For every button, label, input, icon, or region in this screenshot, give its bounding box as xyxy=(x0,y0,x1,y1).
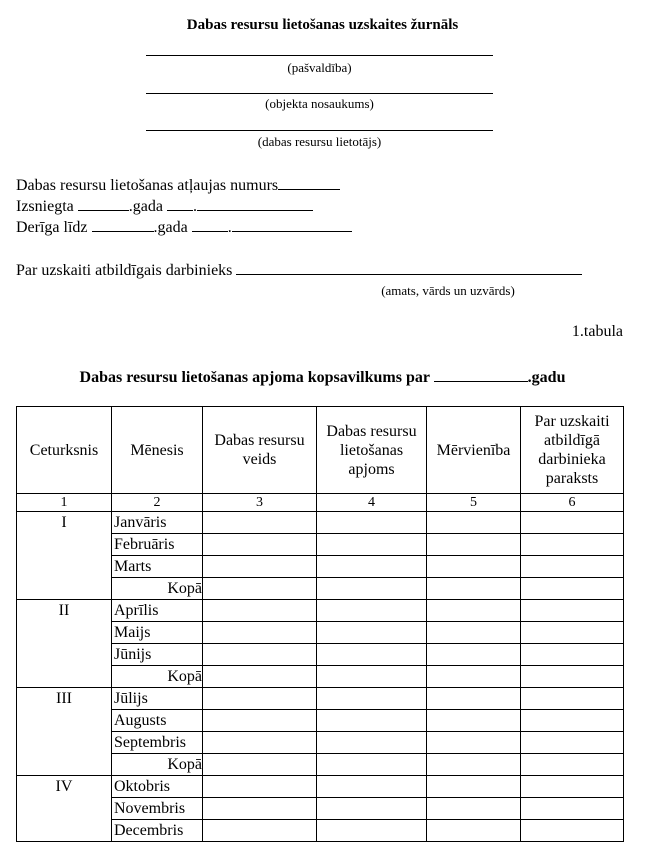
signature-cell[interactable] xyxy=(521,644,624,666)
column-number: 2 xyxy=(112,494,203,512)
column-number: 6 xyxy=(521,494,624,512)
month-cell: Jūlijs xyxy=(112,688,203,710)
month-cell: Oktobris xyxy=(112,776,203,798)
month-cell: Marts xyxy=(112,556,203,578)
responsible-label: Par uzskaiti atbildīgais darbinieks xyxy=(16,262,233,279)
permit-valid-line xyxy=(16,217,352,237)
table-row xyxy=(17,776,624,798)
resource-type-cell[interactable] xyxy=(203,556,317,578)
issued-dot: . xyxy=(192,198,197,215)
resource-type-cell[interactable] xyxy=(203,578,317,600)
usage-volume-cell[interactable] xyxy=(317,644,427,666)
table-title xyxy=(0,367,645,387)
total-label-cell: Kopā xyxy=(112,754,203,776)
valid-dot: . xyxy=(227,219,232,236)
table-year-blank xyxy=(434,367,528,382)
column-number: 4 xyxy=(317,494,427,512)
resource-type-cell[interactable] xyxy=(203,600,317,622)
total-label-cell: Kopā xyxy=(112,666,203,688)
signature-cell[interactable] xyxy=(521,710,624,732)
table-number: 1.tabula xyxy=(571,323,623,340)
unit-cell[interactable] xyxy=(427,644,521,666)
permit-issued-line xyxy=(16,196,313,216)
unit-cell[interactable] xyxy=(427,710,521,732)
unit-cell[interactable] xyxy=(427,622,521,644)
signature-cell[interactable] xyxy=(521,820,624,842)
resource-user-line xyxy=(146,130,493,131)
signature-cell[interactable] xyxy=(521,512,624,534)
signature-cell[interactable] xyxy=(521,578,624,600)
unit-cell[interactable] xyxy=(427,556,521,578)
table-row xyxy=(17,688,624,710)
signature-cell[interactable] xyxy=(521,534,624,556)
resource-type-cell[interactable] xyxy=(203,688,317,710)
unit-cell[interactable] xyxy=(427,688,521,710)
column-number: 3 xyxy=(203,494,317,512)
unit-cell[interactable] xyxy=(427,534,521,556)
unit-cell[interactable] xyxy=(427,666,521,688)
month-cell: Novembris xyxy=(112,798,203,820)
month-cell: Septembris xyxy=(112,732,203,754)
column-number-row xyxy=(17,494,624,512)
usage-volume-cell[interactable] xyxy=(317,666,427,688)
resource-type-cell[interactable] xyxy=(203,754,317,776)
month-cell: Maijs xyxy=(112,622,203,644)
permit-number-label: Dabas resursu lietošanas atļaujas numurs xyxy=(16,177,279,194)
usage-volume-cell[interactable] xyxy=(317,688,427,710)
object-name-line xyxy=(146,93,493,94)
responsible-caption: (amats, vārds un uzvārds) xyxy=(381,283,515,298)
resource-type-cell[interactable] xyxy=(203,512,317,534)
resource-type-cell[interactable] xyxy=(203,710,317,732)
municipality-caption: (pašvaldība) xyxy=(287,60,352,75)
table-row xyxy=(17,512,624,534)
unit-cell[interactable] xyxy=(427,732,521,754)
issued-year-blank xyxy=(78,196,129,211)
usage-volume-cell[interactable] xyxy=(317,798,427,820)
usage-volume-cell[interactable] xyxy=(317,732,427,754)
total-label-cell: Kopā xyxy=(112,578,203,600)
header-signature: Par uzskaiti atbildīgā darbinieka paraksts xyxy=(521,407,624,494)
valid-day-blank xyxy=(192,217,228,232)
resource-type-cell[interactable] xyxy=(203,820,317,842)
usage-volume-cell[interactable] xyxy=(317,600,427,622)
permit-valid-label: Derīga līdz xyxy=(16,219,88,236)
usage-volume-cell[interactable] xyxy=(317,556,427,578)
signature-cell[interactable] xyxy=(521,600,624,622)
unit-cell[interactable] xyxy=(427,776,521,798)
quarter-cell: III xyxy=(17,688,112,776)
valid-year-blank xyxy=(92,217,154,232)
valid-year-label: .gada xyxy=(153,219,188,236)
unit-cell[interactable] xyxy=(427,600,521,622)
header-resource-type: Dabas resursu veids xyxy=(203,407,317,494)
usage-volume-cell[interactable] xyxy=(317,512,427,534)
month-cell: Februāris xyxy=(112,534,203,556)
column-number: 5 xyxy=(427,494,521,512)
issued-year-label: .gada xyxy=(128,198,163,215)
usage-volume-cell[interactable] xyxy=(317,710,427,732)
usage-volume-cell[interactable] xyxy=(317,622,427,644)
month-cell: Janvāris xyxy=(112,512,203,534)
quarter-cell: II xyxy=(17,600,112,688)
header-month: Mēnesis xyxy=(112,407,203,494)
usage-volume-cell[interactable] xyxy=(317,534,427,556)
unit-cell[interactable] xyxy=(427,754,521,776)
signature-cell[interactable] xyxy=(521,556,624,578)
responsible-line xyxy=(16,260,582,280)
unit-cell[interactable] xyxy=(427,798,521,820)
unit-cell[interactable] xyxy=(427,820,521,842)
permit-number-line xyxy=(16,175,340,195)
header-row xyxy=(17,407,624,494)
permit-number-blank xyxy=(278,175,340,190)
month-cell: Augusts xyxy=(112,710,203,732)
valid-month-blank xyxy=(232,217,352,232)
table-row xyxy=(17,600,624,622)
month-cell: Jūnijs xyxy=(112,644,203,666)
header-unit: Mērvienība xyxy=(427,407,521,494)
issued-month-blank xyxy=(197,196,313,211)
quarter-cell: I xyxy=(17,512,112,600)
month-cell: Decembris xyxy=(112,820,203,842)
municipality-line xyxy=(146,55,493,56)
usage-volume-cell[interactable] xyxy=(317,754,427,776)
resource-type-cell[interactable] xyxy=(203,666,317,688)
table-title-prefix: Dabas resursu lietošanas apjoma kopsavilkums par xyxy=(79,369,430,386)
resource-type-cell[interactable] xyxy=(203,644,317,666)
unit-cell[interactable] xyxy=(427,512,521,534)
object-name-caption: (objekta nosaukums) xyxy=(265,96,374,111)
quarter-cell: IV xyxy=(17,776,112,842)
resource-type-cell[interactable] xyxy=(203,776,317,798)
table-title-suffix: .gadu xyxy=(527,369,566,386)
resource-type-cell[interactable] xyxy=(203,732,317,754)
signature-cell[interactable] xyxy=(521,754,624,776)
usage-volume-cell[interactable] xyxy=(317,776,427,798)
resource-type-cell[interactable] xyxy=(203,622,317,644)
signature-cell[interactable] xyxy=(521,732,624,754)
resource-type-cell[interactable] xyxy=(203,534,317,556)
resource-type-cell[interactable] xyxy=(203,798,317,820)
signature-cell[interactable] xyxy=(521,776,624,798)
signature-cell[interactable] xyxy=(521,622,624,644)
signature-cell[interactable] xyxy=(521,666,624,688)
month-cell: Aprīlis xyxy=(112,600,203,622)
permit-issued-label: Izsniegta xyxy=(16,198,74,215)
signature-cell[interactable] xyxy=(521,798,624,820)
summary-table xyxy=(16,406,624,842)
issued-day-blank xyxy=(167,196,193,211)
journal-title: Dabas resursu lietošanas uzskaites žurnāls xyxy=(186,17,459,33)
header-usage-volume: Dabas resursu lietošanas apjoms xyxy=(317,407,427,494)
unit-cell[interactable] xyxy=(427,578,521,600)
usage-volume-cell[interactable] xyxy=(317,820,427,842)
resource-user-caption: (dabas resursu lietotājs) xyxy=(257,134,382,149)
usage-volume-cell[interactable] xyxy=(317,578,427,600)
signature-cell[interactable] xyxy=(521,688,624,710)
responsible-blank xyxy=(236,260,582,275)
column-number: 1 xyxy=(17,494,112,512)
header-quarter: Ceturksnis xyxy=(17,407,112,494)
